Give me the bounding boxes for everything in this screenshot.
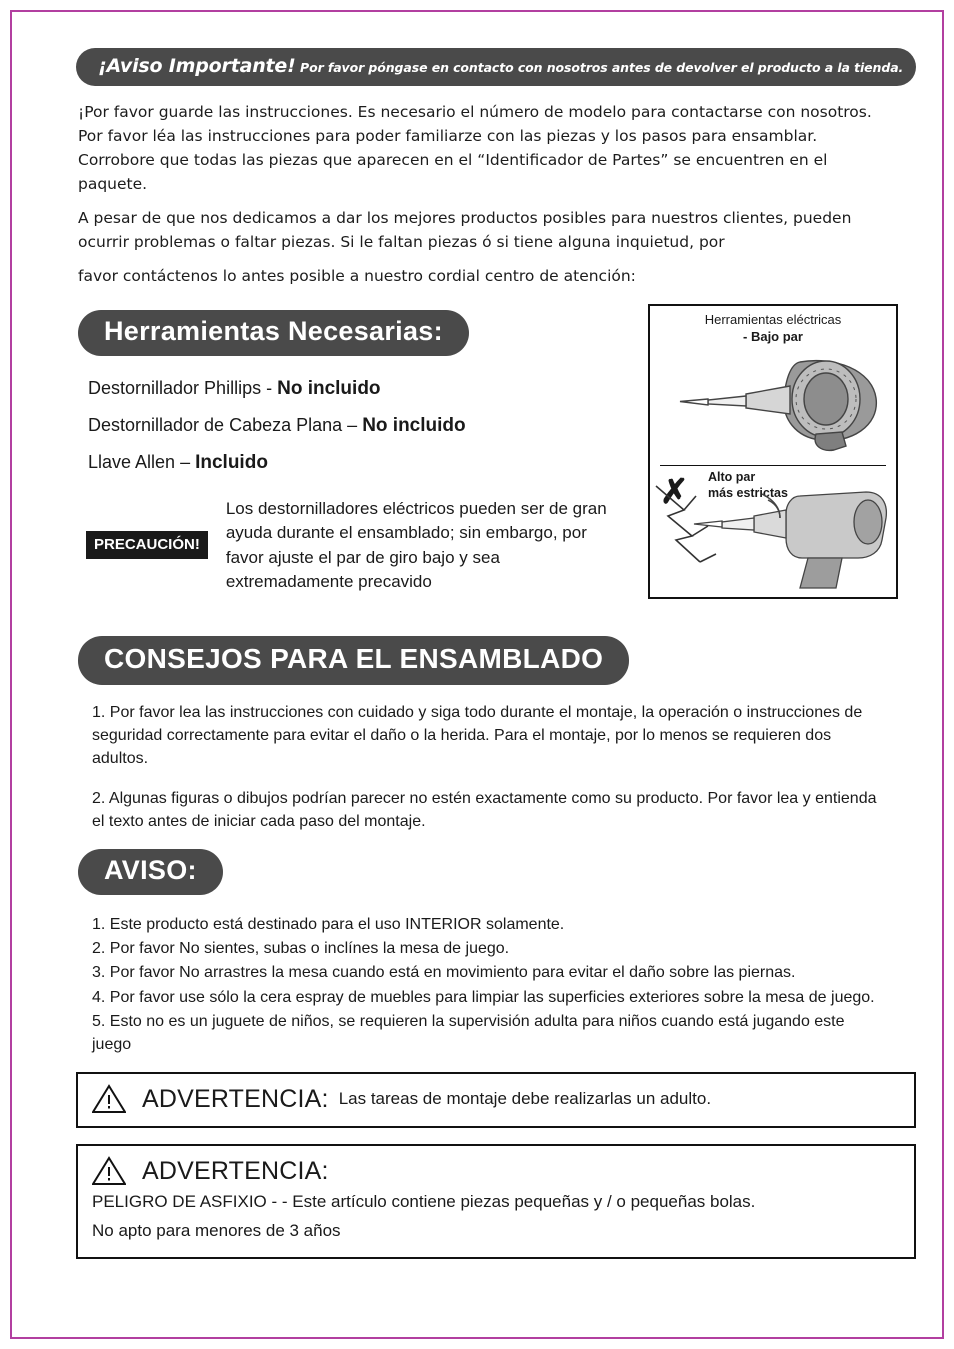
tool-name: Llave Allen – [88, 452, 191, 473]
warning-row [92, 1156, 900, 1186]
aviso-item: 1. Este producto está destinado para el uso INTERIOR solamente. [92, 916, 565, 934]
aviso-section [78, 849, 878, 1056]
warning-triangle-icon [92, 1084, 126, 1114]
power-tool-illustration-box [648, 304, 898, 599]
tools-section [78, 310, 878, 610]
high-torque-line1: Alto par [708, 469, 756, 484]
tool-status: No incluido [277, 378, 381, 400]
caution-text: Los destornilladores eléctricos pueden ser de gran ayuda durante el ensamblado; sin embargo, por favor ajuste el par de giro bajo y sea extremadamente precavido [225, 499, 607, 591]
warning-subtext-line2: No apto para menores de 3 años [92, 1220, 341, 1240]
warning-text: Las tareas de montaje debe realizarlas un adulto. [338, 1089, 712, 1109]
aviso-heading: AVISO: [78, 849, 223, 895]
impact-drill-icon [650, 466, 896, 592]
intro-paragraph-1: ¡Por favor guarde las instrucciones. Es necesario el número de modelo para contactarse con nosotros. Por favor léa las instrucciones para poder familiarze con las piezas y los pasos para ensamblar. Corrobore que todas las piezas que aparecen en el “Identificador de Partes” se encuentren en el paquete. [78, 103, 872, 194]
important-notice-banner [76, 48, 916, 86]
warning-title: ADVERTENCIA: [142, 1156, 329, 1185]
intro-paragraph-3: favor contáctenos lo antes posible a nuestro cordial centro de atención: [78, 267, 636, 286]
tool-status: Incluido [195, 452, 268, 474]
notice-title: ¡Aviso Importante! [98, 55, 296, 77]
high-torque-line2: más estrictas [708, 485, 788, 500]
tool-image-subtitle: - Bajo par [743, 329, 803, 344]
tips-paragraph-1: 1. Por favor lea las instrucciones con cuidado y siga todo durante el montaje, la operación o instrucciones de seguridad correctamente para evitar el daño o la herida. Para el montaje, por lo menos se requieren dos adultos. [92, 704, 863, 768]
tips-body [92, 701, 882, 833]
warning-subtext-line1: PELIGRO DE ASFIXIO - - Este artículo contiene piezas pequeñas y / o pequeñas bolas. [92, 1192, 756, 1212]
tools-heading: Herramientas Necesarias: [78, 310, 469, 356]
tool-name: Destornillador de Cabeza Plana – [88, 415, 358, 436]
warning-triangle-icon [92, 1156, 126, 1186]
warning-row [92, 1084, 900, 1114]
warning-title: ADVERTENCIA: [142, 1084, 329, 1113]
caution-badge: PRECAUCIÓN! [86, 531, 208, 559]
tool-image-title: Herramientas eléctricas [704, 312, 842, 328]
drill-low-torque-icon [650, 346, 896, 454]
intro-paragraphs [78, 100, 898, 288]
tips-heading: CONSEJOS PARA EL ENSAMBLADO [78, 636, 629, 685]
warning-box-choking-hazard [76, 1144, 916, 1259]
notice-subtitle: Por favor póngase en contacto con nosotros antes de devolver el producto a la tienda. [300, 60, 904, 75]
tool-status: No incluido [362, 415, 466, 437]
tool-name: Destornillador Phillips - [88, 378, 273, 399]
tool-image-caption [650, 312, 896, 346]
intro-paragraph-2: A pesar de que nos dedicamos a dar los mejores productos posibles para nuestros clientes, pueden ocurrir problemas o faltar piezas. Si le faltan piezas ó si tiene alguna inquietud, por [78, 209, 852, 252]
aviso-item: 3. Por favor No arrastres la mesa cuando está en movimiento para evitar el daño sobre las piernas. [92, 964, 796, 982]
aviso-item: 4. Por favor use sólo la cera espray de muebles para limpiar las superficies exteriores sobre la mesa de juego. [92, 988, 875, 1006]
high-torque-drill-art [650, 466, 896, 596]
tips-paragraph-2: 2. Algunas figuras o dibujos podrían parecer no estén exactamente como su producto. Por favor lea y entienda el texto antes de iniciar cada paso del montaje. [92, 789, 877, 830]
aviso-item: 2. Por favor No sientes, subas o inclínes la mesa de juego. [92, 940, 510, 958]
aviso-body [92, 913, 882, 1056]
assembly-tips-section [78, 636, 878, 833]
x-mark-icon: ✗ [660, 472, 689, 511]
aviso-item: 5. Esto no es un juguete de niños, se requieren la supervisión adulta para niños cuando está jugando este juego [92, 1012, 845, 1053]
low-torque-drill-art [650, 346, 896, 459]
warning-box-adult-assembly [76, 1072, 916, 1128]
document-content [78, 48, 904, 1259]
